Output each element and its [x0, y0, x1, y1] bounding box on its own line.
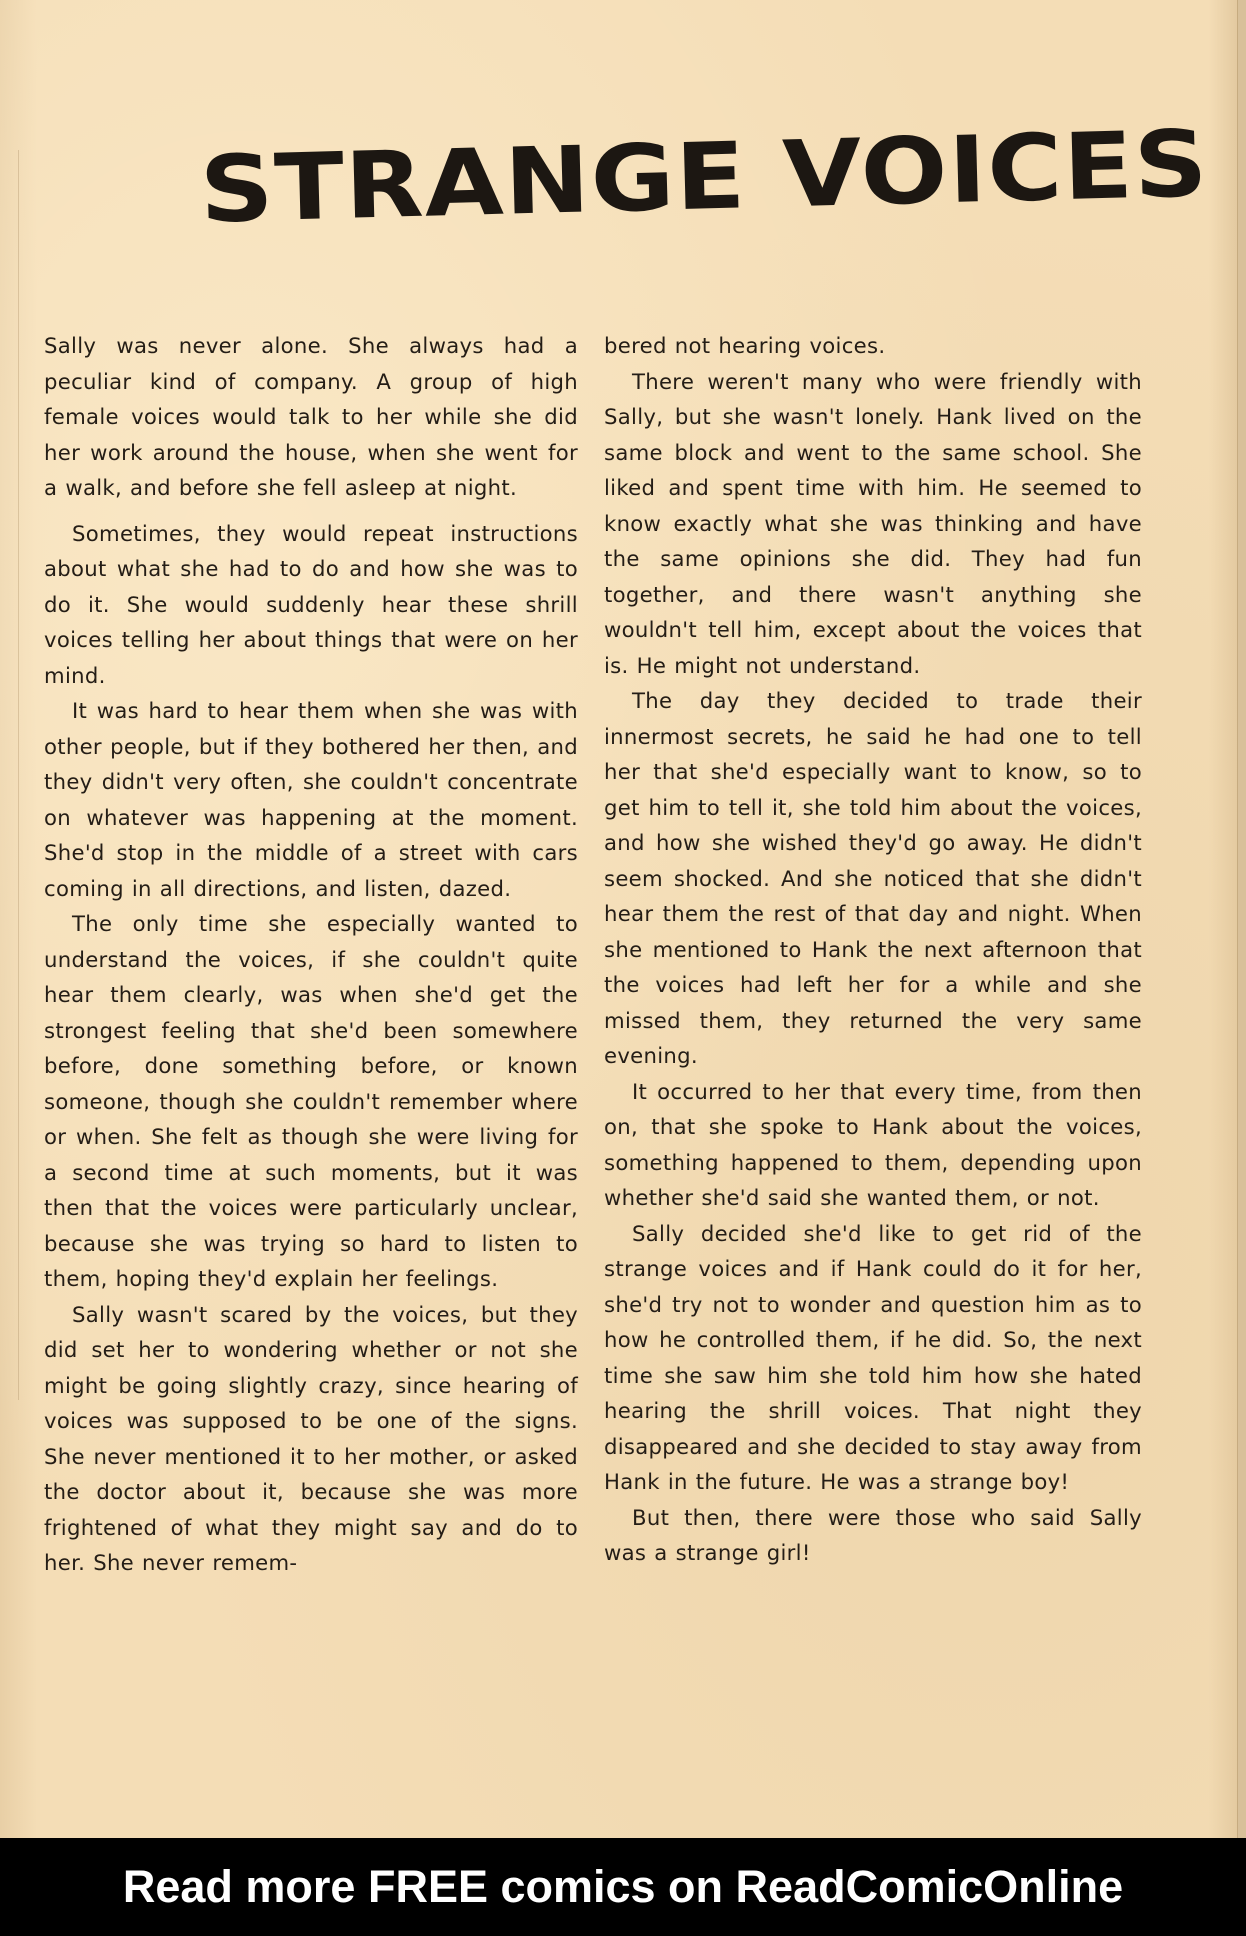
page-fold-line [18, 150, 19, 1400]
paragraph: Sally was never alone. She always had a peculiar kind of company. A group of high female voices would talk to her while she did her work around the house, when she went for a walk, and before she fell asleep at night. [44, 333, 578, 500]
page-right-edge [1237, 0, 1246, 1838]
paragraph: The day they decided to trade their innermost secrets, he said he had one to tell her that she'd especially want to know, so to get him to tell it, she told him about the voices, and how she wished they'd go away. He didn't seem shocked. And she noticed that she didn't hear them the rest of that day and night. When she mentioned to Hank the next afternoon that the voices had left her for a while and she missed them, they returned the very same evening. [604, 688, 1142, 1068]
paragraph: But then, there were those who said Sally was a strange girl! [604, 1504, 1142, 1565]
paragraph: It occurred to her that every time, from then on, that she spoke to Hank about the voices, something happened to them, depending upon whether she'd said she wanted them, or not. [604, 1078, 1142, 1210]
promo-banner-text[interactable]: Read more FREE comics on ReadComicOnline [122, 1861, 1124, 1912]
text-column-left [44, 328, 578, 1581]
promo-banner[interactable] [0, 1838, 1246, 1936]
paragraph: It was hard to hear them when she was with other people, but if they bothered her then, and they didn't very often, she couldn't concentrate on whatever was happening at the moment. She'd stop in the middle of a street with cars coming in all directions, and listen, dazed. [44, 698, 578, 901]
paragraph: The only time she especially wanted to understand the voices, if she couldn't quite hear them clearly, was when she'd get the strongest feeling that she'd been somewhere before, done something before, or known someone, though she couldn't remember where or when. She felt as though she were living for a second time at such moments, but it was then that the voices were particularly unclear, because she was trying so hard to listen to them, hoping they'd explain her feelings. [44, 911, 578, 1291]
story-title: STRANGE VOICES [198, 110, 1210, 245]
paragraph: Sometimes, they would repeat instructions about what she had to do and how she was to do it. She would suddenly hear these shrill voices telling her about things that were on her mind. [44, 520, 578, 688]
paragraph: bered not hearing voices. [604, 333, 886, 358]
text-column-right [604, 328, 1142, 1571]
paragraph: Sally decided she'd like to get rid of the strange voices and if Hank could do it for her, she'd try not to wonder and question him as to how he controlled them, if he did. So, the next time she saw him she told him how she hated hearing the shrill voices. That night they disappeared and she decided to stay away from Hank in the future. He was a strange boy! [604, 1220, 1142, 1494]
paragraph: Sally wasn't scared by the voices, but they did set her to wondering whether or not she might be going slightly crazy, since hearing of voices was supposed to be one of the signs. She never mentioned it to her mother, or asked the doctor about it, because she was more frightened of what they might say and do to her. She never remem- [44, 1301, 578, 1575]
paragraph: There weren't many who were friendly with Sally, but she wasn't lonely. Hank lived on the same block and went to the same school. She liked and spent time with him. He seemed to know exactly what she was thinking and have the same opinions she did. They had fun together, and there wasn't anything she wouldn't tell him, except about the voices that is. He might not understand. [604, 368, 1142, 678]
